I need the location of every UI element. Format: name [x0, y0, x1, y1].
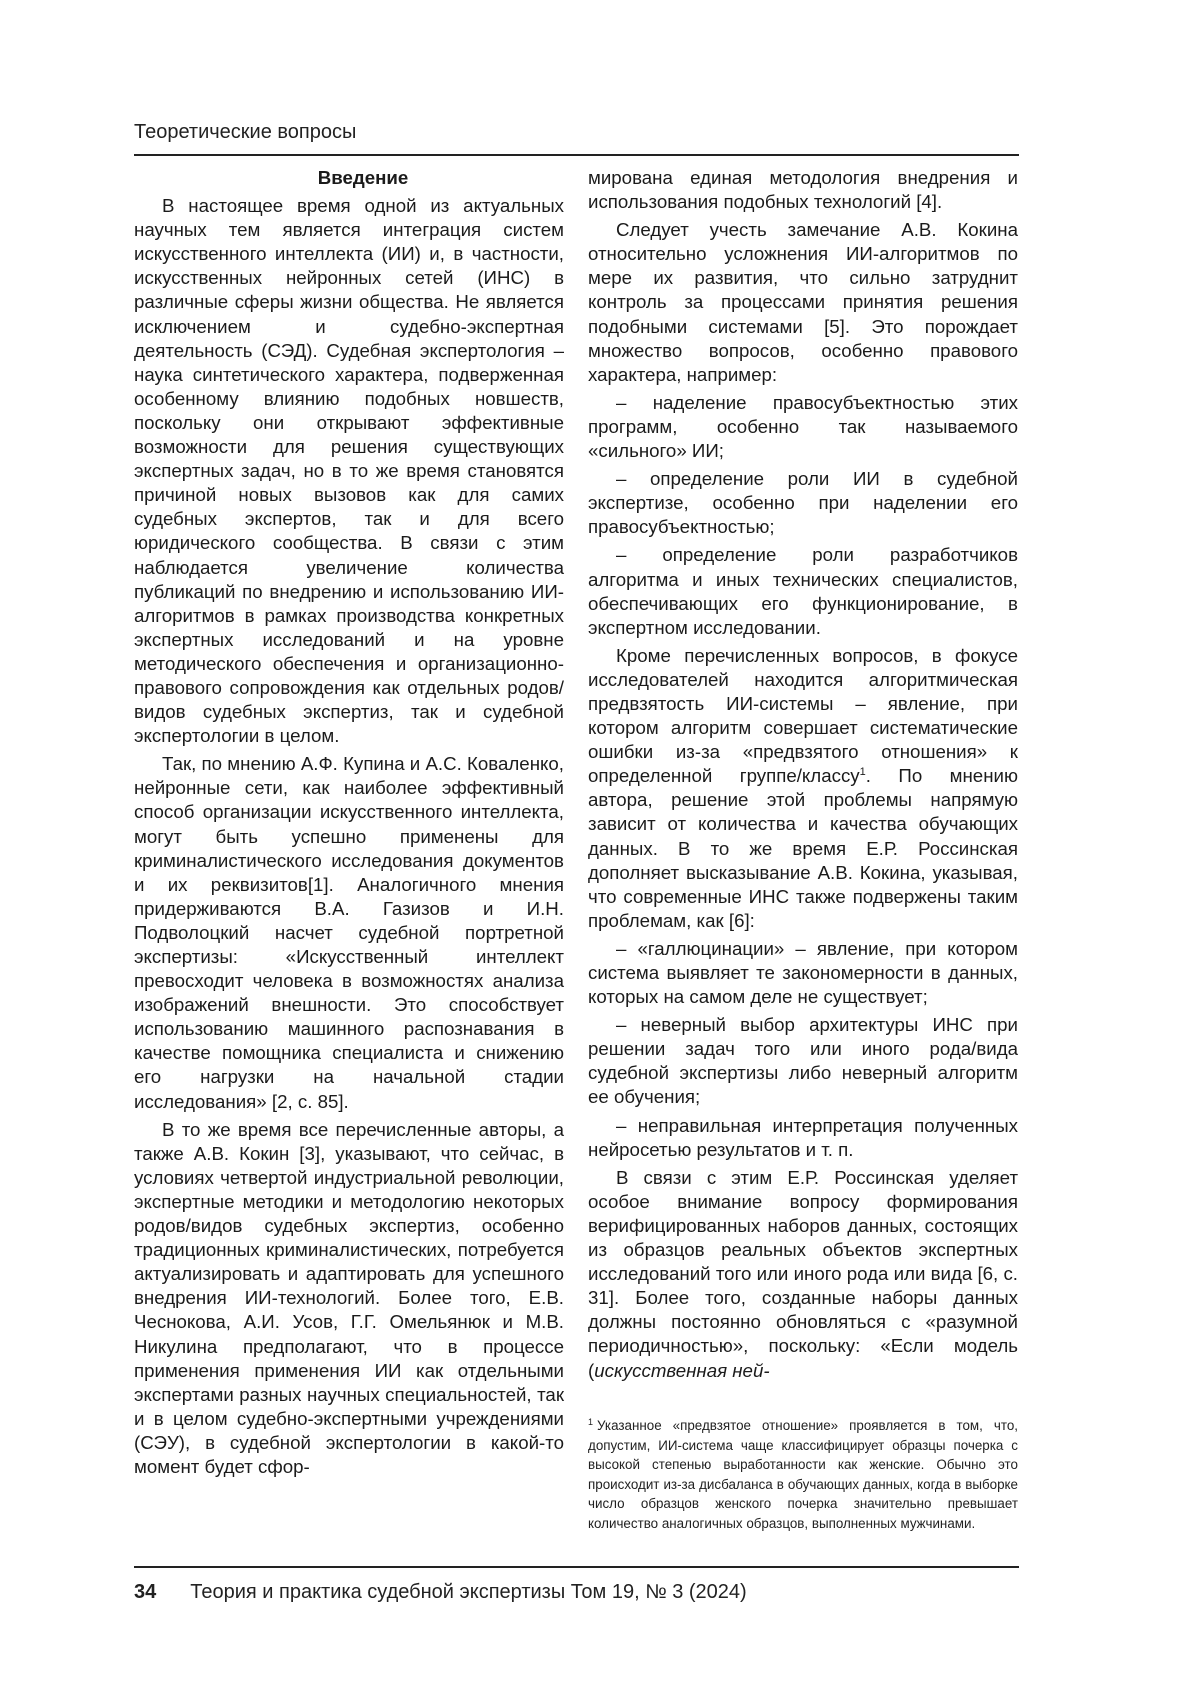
right-column [588, 166, 1018, 1383]
paragraph: В настоящее время одной из актуальных научных тем является интеграция систем искусственного интеллекта (ИИ) и, в частности, искусственных нейронных сетей (ИНС) в различные сферы жизни общества. Не является исключением и судебно-экспертная деятельность (СЭД). Судебная экспертология – наука синтетического характера, подверженная особенному влиянию подобных новшеств, поскольку они открывают эффективные возможности для решения существующих экспертных задач, но в то же время становятся причиной новых вызовов как для самих судебных экспертов, так и для всего юридического сообщества. В связи с этим наблюдается увеличение количества публикаций по внедрению и использованию ИИ-алгоритмов в рамках производства конкретных экспертных исследований и на уровне методического обеспечения и организационно-правового сопровождения как отдельных родов/видов судебных экспертиз, так и судебной экспертологии в целом. [134, 195, 564, 747]
footnote-reference: 1 [859, 766, 866, 779]
list-item: – «галлюцинации» – явление, при котором система выявляет те закономерности в данных, которых на самом деле не существует; [588, 937, 1018, 1008]
paragraph-text: По мнению автора, решение этой проблемы напрямую зависит от количества и качества обучающих данных. В то же время Е.Р. Россинская дополняет высказывание А.В. Кокина, указывая, что современные ИНС также подвержены таким проблемам, как [6]: [588, 765, 1018, 931]
list-item: – определение роли ИИ в судебной экспертизе, особенно при наделении его правосубъектностью; [588, 468, 1018, 538]
paragraph: Следует учесть замечание А.В. Кокина относительно усложнения ИИ-алгоритмов по мере их развития, что сильно затруднит контроль за процессами принятия решения подобными системами [5]. Это порождает множество вопросов, особенно правового характера, например: [588, 219, 1018, 385]
paragraph-continued: мирована единая методология внедрения и использования подобных технологий [4]. [588, 167, 1018, 213]
list-item: – неправильная интерпретация полученных нейросетью результатов и т. п. [588, 1114, 1018, 1160]
section-heading: Введение [317, 167, 409, 188]
list-item: – наделение правосубъектностью этих программ, особенно так называемого «сильного» ИИ; [588, 391, 1018, 462]
page-number: 34 [134, 1581, 157, 1603]
paragraph-text: В связи с этим Е.Р. Россинская уделяет особое внимание вопросу формирования верифицированных наборов данных, состоящих из образцов реальных объектов экспертных исследований того или иного рода или вида [6, с. 31]. Более того, созданные наборы данных должны постоянно обновляться с «разумной периодичностью», поскольку: «Если модель ( [588, 1166, 1018, 1381]
left-column [134, 166, 564, 1479]
footer [134, 1581, 747, 1604]
header-rule [134, 154, 1019, 156]
footnote-text: Указанное «предвзятое отношение» проявляется в том, что, допустим, ИИ-система чаще классифицирует образцы почерка с высокой степенью выработанности как женские. Обычно это происходит из-за дисбаланса в обучающих данных, когда в выборке число образцов женского почерка значительно превышает количество аналогичных образцов, выполненных мужчинами. [588, 1418, 1018, 1531]
footer-rule [134, 1566, 1019, 1568]
italic-text: искусственная ней- [594, 1359, 770, 1381]
list-item: – неверный выбор архитектуры ИНС при решении задач того или иного рода/вида судебной экспертизы либо неверный алгоритм ее обучения; [588, 1014, 1018, 1108]
journal-title: Теория и практика судебной экспертизы Том 19, № 3 (2024) [190, 1581, 747, 1603]
list-item: – определение роли разработчиков алгоритма и иных технических специалистов, обеспечивающих его функционирование, в экспертном исследовании. [588, 544, 1018, 638]
paragraph: В то же время все перечисленные авторы, а также А.В. Кокин [3], указывают, что сейчас, в условиях четвертой индустриальной революции, экспертные методики и методологию некоторых родов/видов судебных экспертиз, особенно традиционных криминалистических, потребуется актуализировать и адаптировать для успешного внедрения ИИ-технологий. Более того, Е.В. Чеснокова, А.И. Усов, Г.Г. Омельянюк и М.В. Никулина предполагают, что в процессе применения применения ИИ как отдельными экспертами разных научных специальностей, так и в целом судебно-экспертными учреждениями (СЭУ), в судебной экспертологии в какой-то момент будет сфор- [134, 1118, 564, 1477]
paragraph-text: Кроме перечисленных вопросов, в фокусе исследователей находится алгоритмическая предвзятость ИИ-системы – явление, при котором алгоритм совершает систематические ошибки из-за «предвзятого отношения» к определенной группе/классу [588, 644, 1018, 787]
footnote-mark: 1 [588, 1417, 594, 1427]
running-head-section-title: Теоретические вопросы [134, 121, 357, 143]
paragraph: Так, по мнению А.Ф. Купина и А.С. Коваленко, нейронные сети, как наиболее эффективный способ организации искусственного интеллекта, могут быть успешно применены для криминалистического исследования документов и их реквизитов[1]. Аналогичного мнения придерживаются В.А. Газизов и И.Н. Подволоцкий насчет судебной портретной экспертизы: «Искусственный интеллект превосходит человека в возможностях анализа изображений внешности. Это способствует использованию машинного распознавания в качестве помощника специалиста и снижению его нагрузки на начальной стадии исследования» [2, с. 85]. [134, 753, 564, 1112]
footnote [588, 1413, 1018, 1533]
paragraph-with-footnote: Кроме перечисленных вопросов, в фокусе исследователей находится алгоритмическая предвзятость ИИ-системы – явление, при котором алгоритм совершает систематические ошибки из-за «предвзятого отношения» к определенной группе/классу$^1$. По мнению автора, решение этой проблемы напрямую зависит от количества и качества обучающих данных. В то же время Е.Р. Россинская дополняет высказывание А.В. Кокина, указывая, что современные ИНС также подвержены таким проблемам, как [6]: [588, 644, 1018, 931]
paragraph-with-italic [588, 1166, 1018, 1383]
